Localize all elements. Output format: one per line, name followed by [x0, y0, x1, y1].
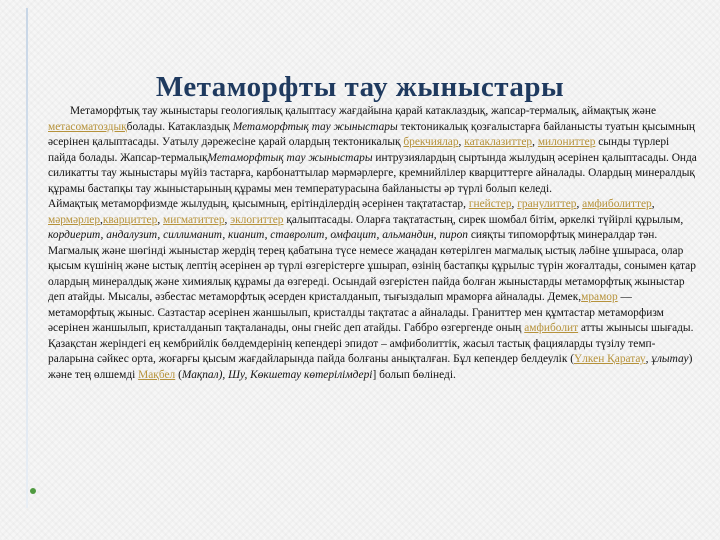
link-gneiss[interactable]: гнейстер: [468, 198, 512, 210]
text: ,: [100, 213, 103, 226]
text: ) және тең өлшемді: [48, 353, 693, 381]
text: атты жынысы шығады. Қазақстан жеріндегі ең кембрийлік бөлдемдерінің кепендері эпидот – амфиболиттік, жасыл тастық фацияларды түзілу темп-раларына сәйкес орта, жоғарғы қысым жағдайларында пайда болғаны анықталған. Бұл кепендер белдеулік (: [48, 322, 694, 365]
link-amphibolite-2[interactable]: амфиболит: [524, 322, 579, 334]
text: ,: [576, 198, 583, 210]
link-mylonite[interactable]: милониттер: [537, 136, 596, 148]
text: сияқты типоморфтық минералдар тән. Магмалық және шөгінді жыныстар жердің терең қабатына түсе немесе жаңадан көтерілген магмалық ыстық ләбіне ұшыраса, олар қысым күшінің және ыстық лептің әсерінен әр түрлі өзгерістерге ұшырап, өзінің бастапқы құрылыс түрін жоғалтады, сонымен қатар олардың минералдық және химиялық құрамы да өзгереді. Осындай өзгерістен пайда болған жыныстарды метаморфтық жыныстар деп атайды. Мысалы, әзбестас метаморфтық әсерден кристалданып, тығыздалып мраморға айналады. Демек,: [48, 229, 696, 303]
text: ,: [511, 198, 518, 210]
italic-term: Метаморфтық тау жыныстары: [207, 151, 373, 164]
text: ,: [224, 213, 231, 226]
link-quartzite[interactable]: кварциттер: [102, 213, 158, 226]
italic-minerals: кордиерит, андалузит, силлиманит, кианит, ставролит, омфацит, альмандин, пироп: [48, 229, 468, 241]
bullet-dot: [30, 488, 36, 494]
text: тектоникалық қозғалыстарға байланысты туатын қысымның әсерінен қалыптасады. Уатылу дәрежесіне қарай олардың тектоникалық: [48, 120, 695, 148]
text: ] болып бөлінеді.: [372, 368, 456, 381]
link-marble[interactable]: мәрмәрлер: [48, 213, 101, 226]
text: Аймақтық метаморфизмде жылудың, қысымның, ерітінділердің әсерінен тақтатастар,: [48, 198, 469, 210]
text: Метаморфтық тау жыныстары геологиялық қалыптасу жағдайына қарай катаклаздық, жапсар-термалық, аймақтық және: [70, 105, 657, 117]
link-cataclasite[interactable]: катаклазиттер: [464, 136, 533, 148]
italic-term: , ұлытау: [645, 353, 689, 365]
link-makbel[interactable]: Мақбел: [138, 368, 176, 381]
slide-body: [48, 104, 698, 383]
text: ,: [157, 213, 164, 226]
text: ,: [458, 136, 465, 148]
slide-title: Метаморфты тау жыныстары: [155, 71, 565, 104]
link-migmatite[interactable]: мигматиттер: [163, 213, 225, 226]
paragraph-2: [48, 197, 698, 383]
text: ,: [651, 198, 655, 210]
link-eclogite[interactable]: эклогиттер: [230, 213, 284, 226]
italic-term: Мақпал), Шу, Көкшетау көтерілімдері: [181, 368, 373, 381]
text: интрузиялардың сыртында жылудың әсерінен қалыптасады. Онда силикатты тау жыныстары мүйіз тастарға, карбонаттылар мәрмәрлерге, кремнийлілер кварциттерге айналады. Олардың минералдық құрамы бастапқы тау жыныстарының құрамы мен температурасына байланысты әр түрлі болып келеді.: [48, 151, 697, 195]
link-ulken-karatau[interactable]: Үлкен Қаратау: [574, 353, 646, 365]
text: сынды түрлері пайда болады. Жапсар-термалық: [48, 136, 670, 164]
text: ,: [532, 136, 538, 148]
link-mramor[interactable]: мрамор: [581, 291, 618, 303]
text: болады. Катаклаздық: [126, 120, 233, 133]
text: — метаморфтық жыныс. Сазтастар әсерінен жаншылып, кристалды тақтатас а айналады. Граниттер мен құмтастар метаморфизм әсерінен жаншылып, кристалданып тақталанады, оны гнейс деп атайды. Габбро өзгергенде оның: [48, 291, 664, 334]
link-metasomatic[interactable]: метасоматоздық: [48, 120, 127, 133]
text: қалыптасады. Оларға тақтатастың, сирек шомбал бітім, әркелкі түйірлі құрылым,: [283, 213, 684, 226]
link-granulite[interactable]: гранулиттер: [517, 198, 577, 210]
link-amphibolite[interactable]: амфиболиттер: [582, 198, 652, 210]
paragraph-1: [48, 104, 698, 197]
text: (: [175, 368, 182, 381]
italic-term: Метаморфтық тау жыныстары: [232, 120, 398, 133]
link-breccia[interactable]: брекчиялар: [403, 136, 459, 148]
